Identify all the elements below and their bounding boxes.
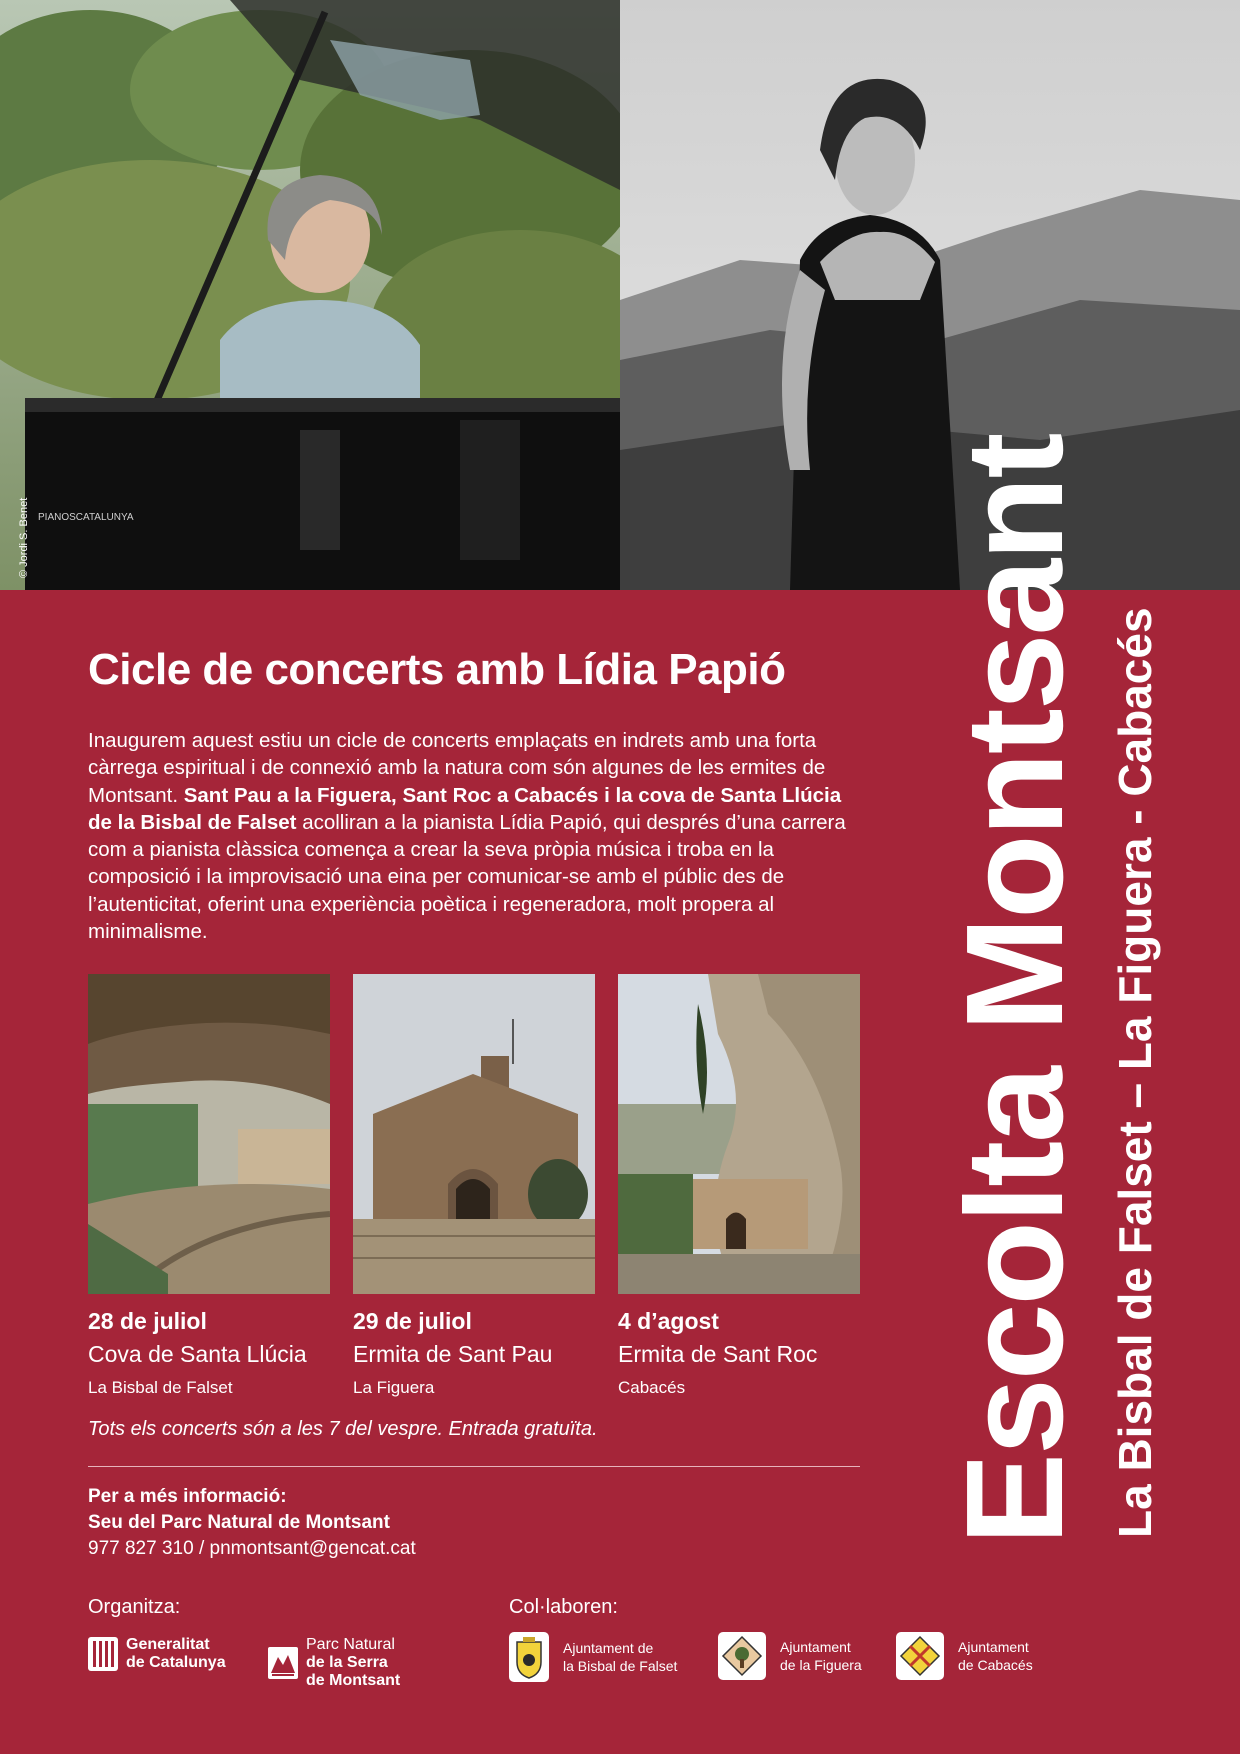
photo-credit: © Jordi S. Benet [18,497,30,578]
generalitat-icon [88,1637,118,1671]
generalitat-text [126,1636,226,1672]
venue-card [353,974,595,1398]
venue-date: 29 de juliol [353,1308,472,1334]
logo-line: de Catalunya [126,1654,226,1671]
cabaces-logo [896,1632,1033,1680]
bisbal-logo [509,1632,677,1682]
venue-date: 4 d’agost [618,1308,719,1334]
vertical-subtitle: La Bisbal de Falset – La Figuera - Cabacés [1109,607,1161,1538]
info-label: Per a més informació: [88,1486,287,1507]
intro-text-1: Inaugurem aquest estiu un cicle de concerts emplaçats en indrets amb una forta càrrega espiritual i de connexió amb la natura com són algunes de les ermites de Montsant. [88,729,826,807]
logo-line: de la Serra [306,1654,388,1671]
venue-card [88,974,330,1398]
venue-date: 28 de juliol [88,1308,207,1334]
organitza-label: Organitza: [88,1596,181,1618]
venue-town: La Figuera [353,1378,435,1397]
intro-text-2: acolliran a la pianista Lídia Papió, qui després d’una carrera com a pianista clàssica comença a crear la seva pròpia música i troba en la composició i la improvisació una eina per comunicar-se amb el públic des de l’autenticitat, oferint una experiència poètica i regeneradora, molt propera al minimalisme. [88,810,846,944]
venue-place: Cova de Santa Llúcia [88,1341,307,1367]
logo-line: Parc Natural [306,1636,395,1653]
venue-town: La Bisbal de Falset [88,1378,233,1397]
cabaces-shield-icon [896,1632,944,1680]
generalitat-logo [88,1636,226,1672]
bisbal-text [563,1639,677,1675]
info-org: Seu del Parc Natural de Montsant [88,1512,390,1533]
logo-line: de Montsant [306,1672,401,1689]
info-block [88,1484,416,1562]
venue-photo-sant-roc [618,974,860,1294]
collaboren-label: Col·laboren: [509,1596,618,1618]
venue-photo-sant-pau [353,974,595,1294]
divider [88,1466,860,1467]
page-title: Cicle de concerts amb Lídia Papió [88,645,786,694]
intro-paragraph [88,727,858,945]
portrait-photo [620,0,1240,590]
logo-line: Ajuntament [780,1639,851,1655]
venue-card [618,974,860,1398]
logo-line: Generalitat [126,1636,210,1653]
intro-bold: Sant Pau a la Figuera, Sant Roc a Cabacés i la cova de Santa Llúcia de la Bisbal de Falset [88,783,842,834]
venue-photo-cova [88,974,330,1294]
figuera-shield-icon [718,1632,766,1680]
pianist-photo [0,0,620,590]
venue-place: Ermita de Sant Roc [618,1341,818,1367]
venue-town: Cabacés [618,1378,686,1397]
info-contact: 977 827 310 / pnmontsant@gencat.cat [88,1538,416,1559]
bisbal-shield-icon [509,1632,549,1682]
logo-line: de la Figuera [780,1657,862,1673]
piano-brand: PIANOSCATALUNYA [38,512,134,523]
logo-line: Ajuntament [958,1639,1029,1655]
parc-natural-text [306,1636,400,1690]
cabaces-text [958,1638,1033,1674]
concert-note: Tots els concerts són a les 7 del vespre. Entrada gratuïta. [88,1418,598,1440]
logo-line: la Bisbal de Falset [563,1658,678,1674]
parc-natural-icon [268,1647,298,1679]
parc-natural-logo [268,1636,400,1690]
vertical-title: Escolta Montsant [938,434,1092,1545]
venue-place: Ermita de Sant Pau [353,1341,553,1367]
figuera-logo [718,1632,862,1680]
logo-line: de Cabacés [958,1657,1033,1673]
logo-line: Ajuntament de [563,1640,654,1656]
figuera-text [780,1638,862,1674]
